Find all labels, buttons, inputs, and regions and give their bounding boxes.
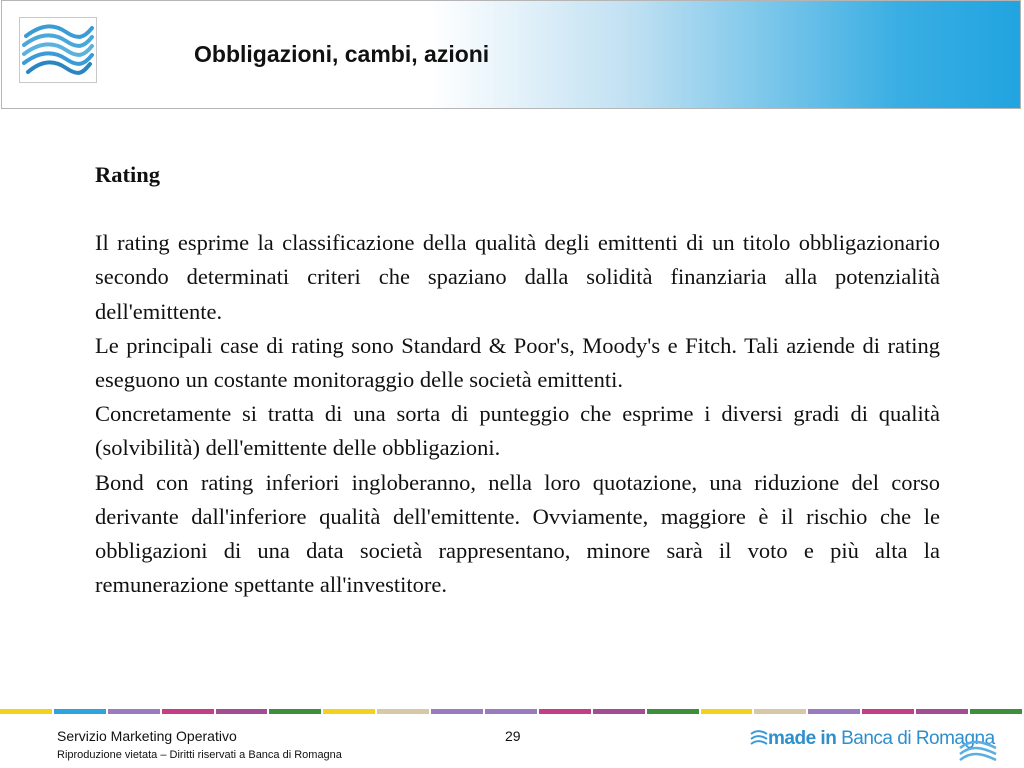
footer-strip-segment [162, 709, 214, 714]
brand-wave-icon [750, 728, 768, 754]
footer-strip-segment [323, 709, 375, 714]
paragraph: Le principali case di rating sono Standard & Poor's, Moody's e Fitch. Tali aziende di rating eseguono un costante monitoraggio delle società emittenti. [95, 332, 940, 393]
footer-strip-segment [754, 709, 806, 714]
footer-strip-segment [54, 709, 106, 714]
footer-color-strip [0, 709, 1024, 714]
page-number: 29 [505, 728, 521, 744]
slide-body [95, 158, 940, 602]
footer-strip-segment [593, 709, 645, 714]
brand-bank-name: Banca di Romagna [841, 728, 995, 749]
wave-logo-icon [19, 17, 97, 83]
footer-strip-segment [377, 709, 429, 714]
footer-strip-segment [0, 709, 52, 714]
footer-strip-segment [539, 709, 591, 714]
footer-strip-segment [808, 709, 860, 714]
footer-strip-segment [216, 709, 268, 714]
footer-copyright: Riproduzione vietata – Diritti riservati a Banca di Romagna [57, 749, 342, 761]
footer-strip-segment [862, 709, 914, 714]
section-heading: Rating [95, 162, 161, 187]
footer-department: Servizio Marketing Operativo [57, 728, 237, 744]
footer-strip-segment [970, 709, 1022, 714]
slide-title: Obbligazioni, cambi, azioni [194, 41, 490, 67]
brand-logo [750, 724, 1000, 764]
brand-waves-icon [958, 738, 998, 768]
paragraph: Il rating esprime la classificazione della qualità degli emittenti di un titolo obbligazionario secondo determinati criteri che spaziano dalla solidità finanziaria alla potenzialità dell'emittente. [95, 230, 940, 324]
footer-strip-segment [647, 709, 699, 714]
brand-made-in: made in [768, 728, 837, 749]
footer-strip-segment [269, 709, 321, 714]
paragraph: Bond con rating inferiori ingloberanno, nella loro quotazione, una riduzione del corso derivante dall'inferiore qualità dell'emittente. Ovviamente, maggiore è il rischio che le obbligazioni di una data società rappresentano, minore sarà il voto e più alta la remunerazione spettante all'investitore. [95, 469, 940, 598]
footer-strip-segment [916, 709, 968, 714]
footer-strip-segment [108, 709, 160, 714]
footer-strip-segment [701, 709, 753, 714]
paragraph: Concretamente si tratta di una sorta di punteggio che esprime i diversi gradi di qualità (solvibilità) dell'emittente delle obbligazioni. [95, 401, 940, 461]
footer-strip-segment [431, 709, 483, 714]
header-banner [1, 0, 1021, 109]
footer-strip-segment [485, 709, 537, 714]
